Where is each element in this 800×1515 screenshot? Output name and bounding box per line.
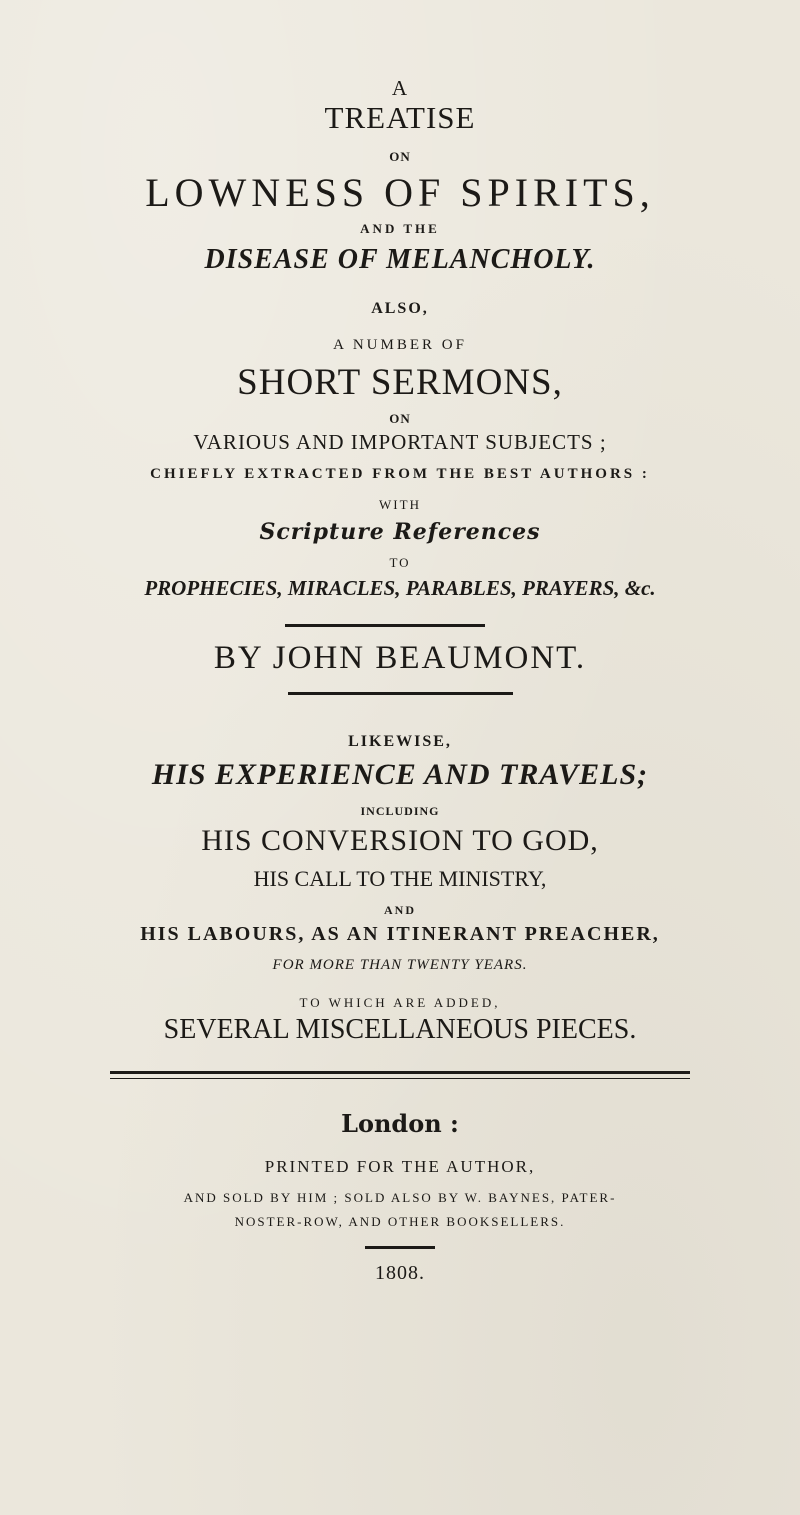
treatise-heading: TREATISE: [324, 100, 476, 135]
scripture-references: Scripture References: [259, 519, 541, 545]
sold-by-line-1: AND SOLD BY HIM ; SOLD ALSO BY W. BAYNES, PATER-: [183, 1190, 617, 1205]
number-of-connector: A NUMBER OF: [333, 337, 467, 353]
and-connector-2: AND: [384, 903, 416, 917]
rule-above-author: [285, 624, 485, 627]
and-the-connector: AND THE: [360, 221, 440, 236]
year-rule: [365, 1246, 435, 1249]
to-which-connector: TO WHICH ARE ADDED,: [299, 995, 501, 1010]
lowness-heading: LOWNESS OF SPIRITS,: [145, 170, 655, 215]
author-line: BY JOHN BEAUMONT.: [213, 640, 587, 676]
ministry-line: HIS CALL TO THE MINISTRY,: [253, 866, 547, 891]
imprint-rule-top: [110, 1071, 690, 1074]
imprint-rule-bottom: [110, 1078, 690, 1079]
on-connector-1: ON: [389, 149, 411, 164]
short-sermons-heading: SHORT SERMONS,: [237, 362, 563, 403]
chiefly-extracted: CHIEFLY EXTRACTED FROM THE BEST AUTHORS :: [150, 466, 650, 482]
various-subjects: VARIOUS AND IMPORTANT SUBJECTS ;: [193, 430, 607, 454]
disease-heading: DISEASE OF MELANCHOLY.: [204, 244, 596, 275]
conversion-line: HIS CONVERSION TO GOD,: [201, 824, 599, 857]
likewise-connector: LIKEWISE,: [348, 733, 452, 750]
imprint-year: 1808.: [375, 1262, 425, 1284]
printed-for-line: PRINTED FOR THE AUTHOR,: [264, 1157, 536, 1176]
miscellaneous-heading: SEVERAL MISCELLANEOUS PIECES.: [163, 1014, 637, 1045]
labours-line: HIS LABOURS, AS AN ITINERANT PREACHER,: [140, 923, 660, 945]
prophecies-line: PROPHECIES, MIRACLES, PARABLES, PRAYERS, &c.: [144, 576, 656, 600]
article-a: A: [391, 76, 409, 100]
sold-by-line-2: NOSTER-ROW, AND OTHER BOOKSELLERS.: [234, 1214, 566, 1229]
including-connector: INCLUDING: [360, 804, 440, 818]
rule-below-author: [288, 692, 513, 695]
with-connector: WITH: [379, 497, 421, 512]
on-connector-2: ON: [389, 411, 411, 426]
experience-heading: HIS EXPERIENCE AND TRAVELS;: [151, 758, 649, 791]
also-connector: ALSO,: [371, 300, 429, 317]
to-connector-1: TO: [389, 555, 411, 570]
twenty-years-line: FOR MORE THAN TWENTY YEARS.: [272, 957, 528, 973]
imprint-place: London :: [341, 1109, 459, 1138]
